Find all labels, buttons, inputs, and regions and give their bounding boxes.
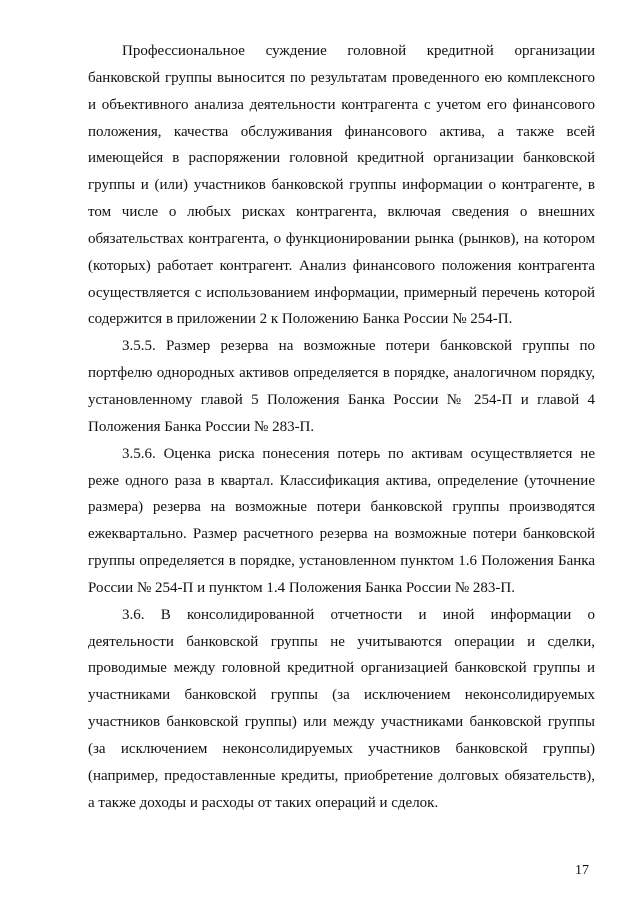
paragraph-3-6: 3.6. В консолидированной отчетности и иной информации о деятельности банковской группы не учитываются операции и сделки, проводимые между головной кредитной организацией банковской группы и участниками банковской группы (за исключением неконсолидируемых участников банковской группы) или между участниками банковской группы (за исключением неконсолидируемых участников банковской группы) (например, предоставленные кредиты, приобретение долговых обязательств), а также доходы и расходы от таких операций и сделок.: [88, 606, 595, 811]
paragraph-professional-judgment: Профессиональное суждение головной кредитной организации банковской группы выносится по результатам проведенного ею комплексного и объективного анализа деятельности контрагента с учетом его финансового положения, качества обслуживания финансового актива, а также всей имеющейся в распоряжении головной кредитной организации банковской группы и (или) участников банковской группы информации о контрагенте, в том числе о любых рисках контрагента, включая сведения о внешних обязательствах контрагента, о функционировании рынка (рынков), на котором (которых) работает контрагент. Анализ финансового положения контрагента осуществляется с использованием информации, примерный перечень которой содержится в приложении 2 к Положению Банка России № 254-П.: [88, 43, 595, 328]
document-body: [88, 38, 595, 816]
page-number: 17: [575, 863, 589, 878]
paragraph-3-5-6: 3.5.6. Оценка риска понесения потерь по активам осуществляется не реже одного раза в квартал. Классификация актива, определение (уточнение размера) резерва на возможные потери банковской группы производятся ежеквартально. Размер расчетного резерва на возможные потери банковской группы определяется в порядке, установленном пунктом 1.6 Положения Банка России № 254-П и пунктом 1.4 Положения Банка России № 283-П.: [88, 445, 595, 596]
paragraph-3-5-5: 3.5.5. Размер резерва на возможные потери банковской группы по портфелю однородных активов определяется в порядке, аналогичном порядку, установленному главой 5 Положения Банка России № 254-П и главой 4 Положения Банка России № 283-П.: [88, 338, 595, 435]
